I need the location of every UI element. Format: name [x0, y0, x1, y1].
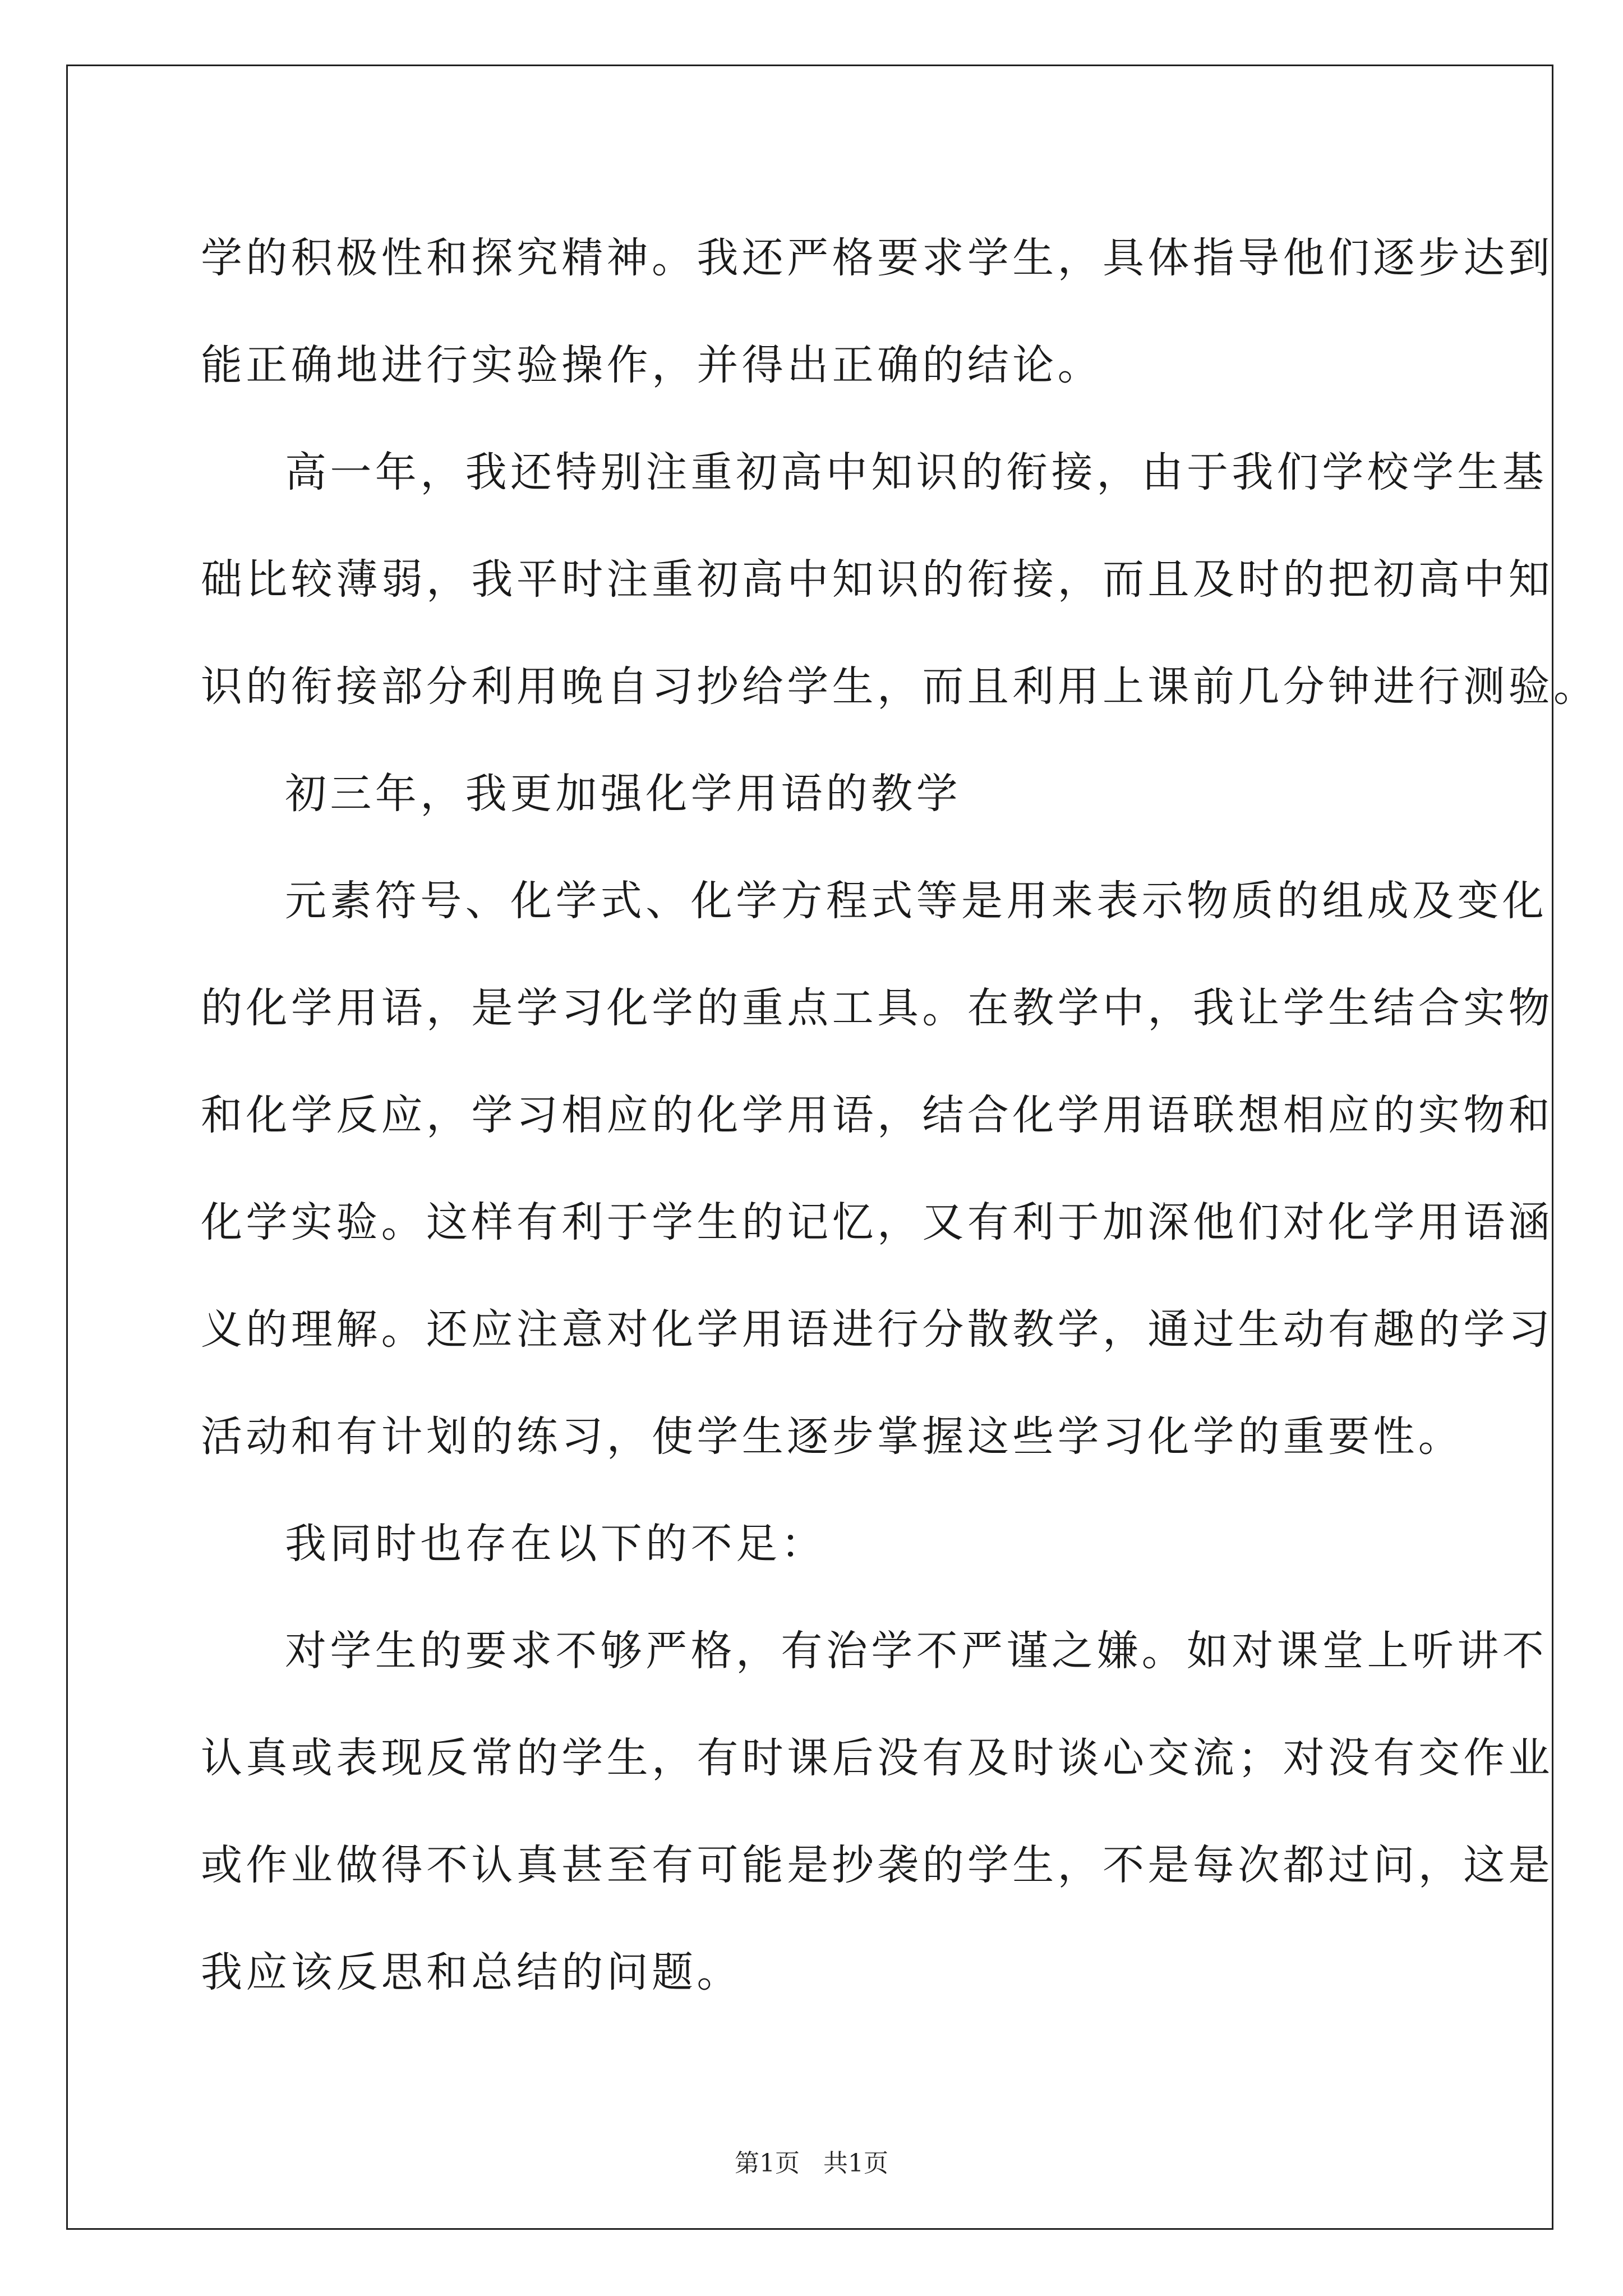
text-line: 化学实验。这样有利于学生的记忆，又有利于加深他们对化学用语涵	[201, 1198, 1553, 1246]
text-line: 识的衔接部分利用晚自习抄给学生，而且利用上课前几分钟进行测验。	[201, 662, 1599, 711]
text-line: 元素符号、化学式、化学方程式等是用来表示物质的组成及变化	[285, 877, 1548, 925]
text-line: 和化学反应，学习相应的化学用语，结合化学用语联想相应的实物和	[201, 1091, 1553, 1139]
text-line: 活动和有计划的练习，使学生逐步掌握这些学习化学的重要性。	[201, 1412, 1464, 1461]
text-line: 我应该反思和总结的问题。	[201, 1948, 742, 1996]
text-line: 对学生的要求不够严格，有治学不严谨之嫌。如对课堂上听讲不	[285, 1627, 1548, 1675]
text-line: 的化学用语，是学习化学的重点工具。在教学中，我让学生结合实物	[201, 984, 1553, 1032]
text-line: 学的积极性和探究精神。我还严格要求学生，具体指导他们逐步达到	[201, 234, 1553, 282]
page-number-footer: 第1页 共1页	[735, 2149, 888, 2178]
text-line: 或作业做得不认真甚至有可能是抄袭的学生，不是每次都过问，这是	[201, 1841, 1553, 1889]
document-body	[201, 205, 1599, 2026]
text-line: 义的理解。还应注意对化学用语进行分散教学，通过生动有趣的学习	[201, 1305, 1553, 1354]
text-line: 我同时也存在以下的不足：	[285, 1520, 826, 1568]
text-line: 认真或表现反常的学生，有时课后没有及时谈心交流；对没有交作业	[201, 1734, 1553, 1782]
text-line: 初三年，我更加强化学用语的教学	[285, 770, 961, 818]
text-line: 础比较薄弱，我平时注重初高中知识的衔接，而且及时的把初高中知	[201, 555, 1553, 604]
text-line: 高一年，我还特别注重初高中知识的衔接，由于我们学校学生基	[285, 448, 1548, 496]
text-line: 能正确地进行实验操作，并得出正确的结论。	[201, 341, 1103, 389]
